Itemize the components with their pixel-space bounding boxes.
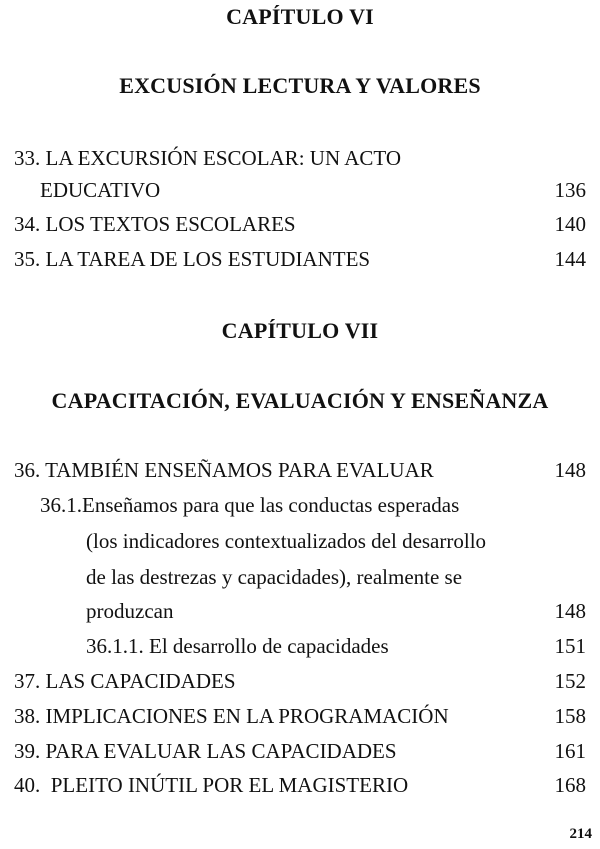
toc-entry-text: 38. IMPLICACIONES EN LA PROGRAMACIÓN (14, 704, 449, 728)
toc-entry-page: 136 (554, 178, 586, 202)
toc-entry-page: 148 (554, 458, 586, 482)
toc-entry-text: 35. LA TAREA DE LOS ESTUDIANTES (14, 247, 371, 271)
toc-entry-text: 34. LOS TEXTOS ESCOLARES (14, 212, 296, 236)
chapter-6-title: CAPÍTULO VI (226, 4, 374, 29)
chapter-7-title: CAPÍTULO VII (221, 318, 379, 343)
toc-entry-text: 40. PLEITO INÚTIL POR EL MAGISTERIO (14, 773, 409, 797)
chapter-7-subtitle: CAPACITACIÓN, EVALUACIÓN Y ENSEÑANZA (51, 388, 549, 413)
toc-entry-text: 39. PARA EVALUAR LAS CAPACIDADES (14, 739, 397, 763)
toc-entry-page: 158 (554, 704, 586, 728)
toc-entry-page: 151 (554, 634, 586, 658)
toc-entry-page: 148 (554, 599, 586, 623)
toc-entry-text-continued: (los indicadores contextualizados del desarrollo (86, 529, 487, 553)
toc-entry-text: 37. LAS CAPACIDADES (14, 669, 236, 693)
toc-entry-text: 33. LA EXCURSIÓN ESCOLAR: UN ACTO (14, 146, 401, 170)
toc-entry-text-continued: EDUCATIVO (40, 178, 161, 202)
toc-entry-text-continued: de las destrezas y capacidades), realmente se (86, 565, 463, 589)
toc-entry-page: 144 (554, 247, 586, 271)
toc-entry-page: 161 (554, 739, 586, 763)
toc-entry-page: 152 (554, 669, 586, 693)
toc-entry-text: 36.1.1. El desarrollo de capacidades (86, 634, 389, 658)
toc-entry-text: 36. TAMBIÉN ENSEÑAMOS PARA EVALUAR (14, 458, 434, 482)
page-number: 214 (569, 826, 592, 842)
toc-entry-text: 36.1.Enseñamos para que las conductas esperadas (40, 493, 460, 517)
chapter-6-subtitle: EXCUSIÓN LECTURA Y VALORES (119, 73, 481, 98)
toc-entry-text-continued: produzcan (86, 599, 174, 623)
toc-entry-page: 168 (554, 773, 586, 797)
toc-entry-page: 140 (554, 212, 586, 236)
